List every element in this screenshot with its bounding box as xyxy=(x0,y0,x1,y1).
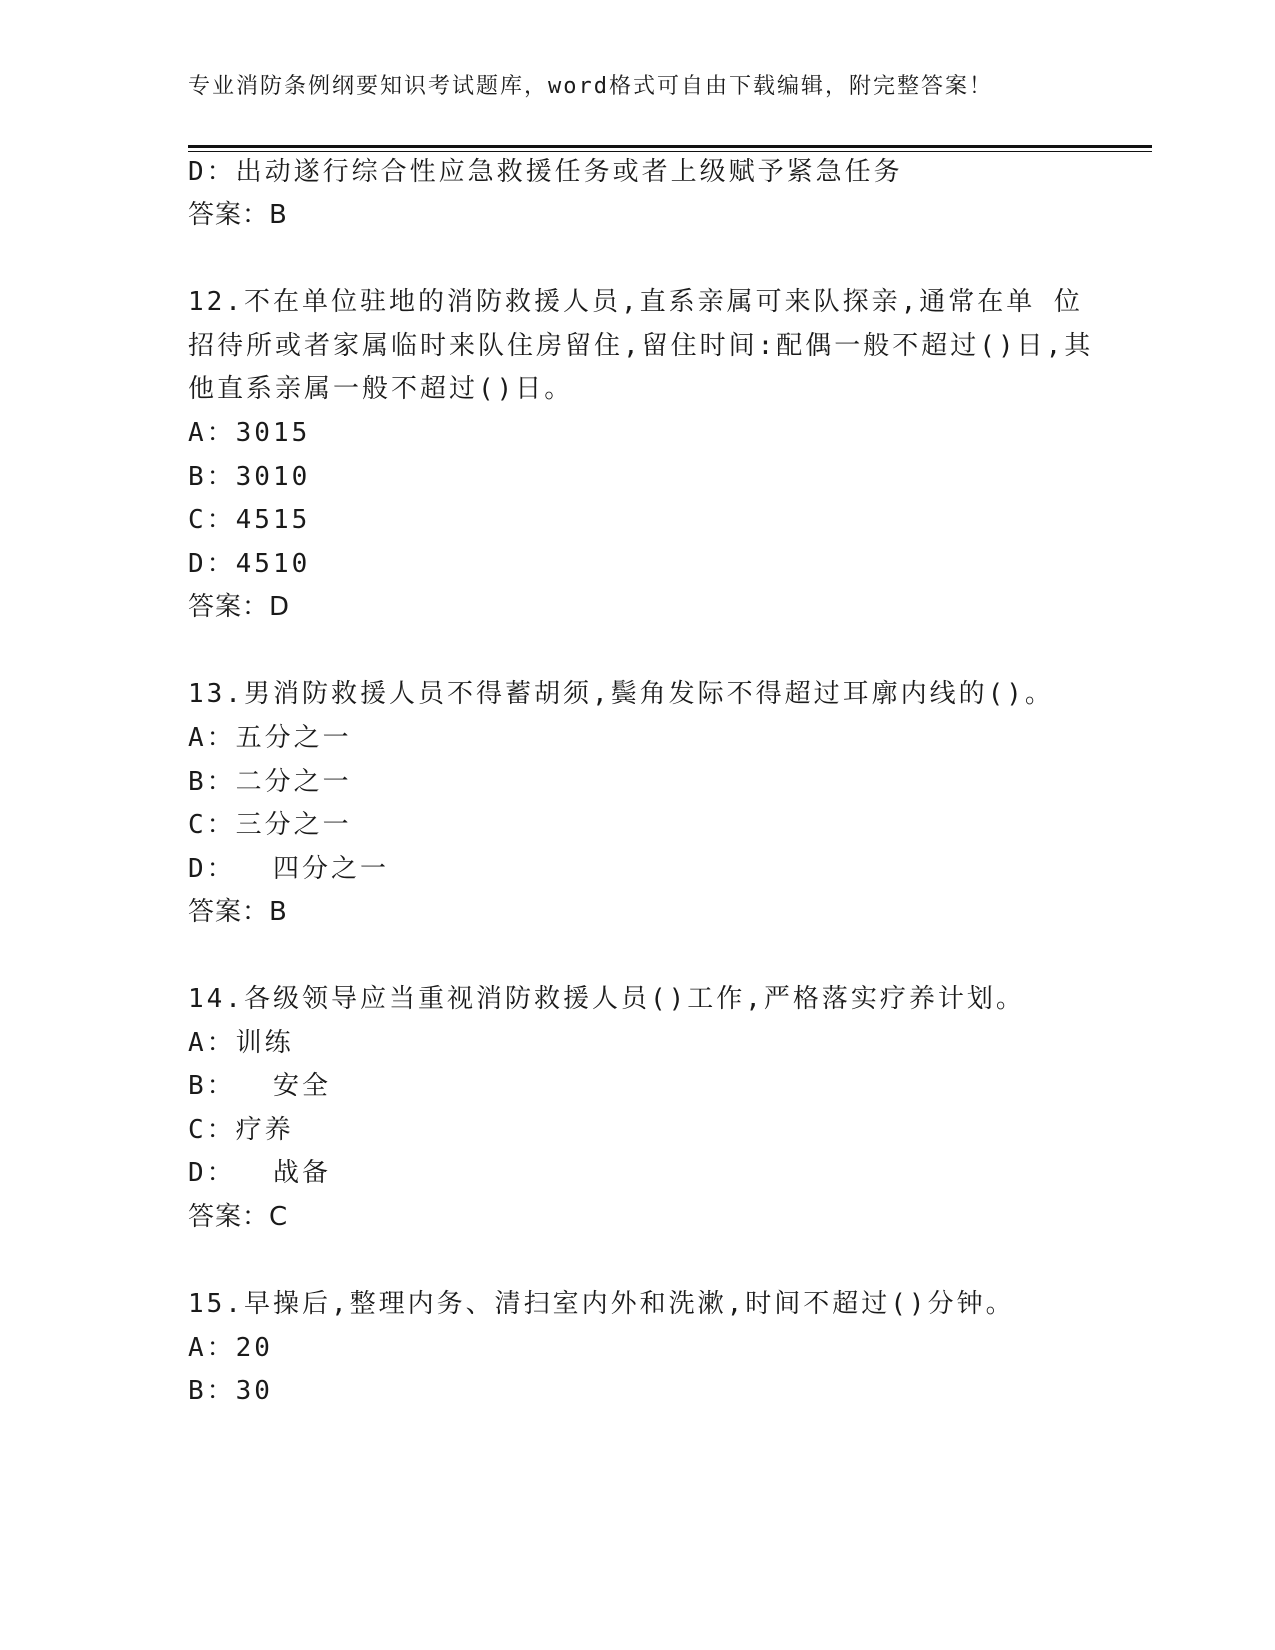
q14-option-c: C：疗养 xyxy=(188,1115,294,1145)
q12-option-c: C：4515 xyxy=(188,505,311,535)
q14-answer: 答案：C xyxy=(188,1202,289,1232)
q14-option-a: A：训练 xyxy=(188,1028,294,1058)
q14-option-b: B： 安全 xyxy=(188,1071,331,1101)
q12-text-line3: 他直系亲属一般不超过()日。 xyxy=(188,374,574,404)
q14-text-line1: 14.各级领导应当重视消防救援人员()工作,严格落实疗养计划。 xyxy=(188,984,1025,1014)
prev-option-d: D：出动遂行综合性应急救援任务或者上级赋予紧急任务 xyxy=(188,157,903,187)
q14-option-d: D： 战备 xyxy=(188,1158,331,1188)
header-divider-thin xyxy=(188,151,1152,152)
q13-option-a: A：五分之一 xyxy=(188,723,352,753)
q13-option-c: C：三分之一 xyxy=(188,810,352,840)
q13-text-line1: 13.男消防救援人员不得蓄胡须,鬓角发际不得超过耳廓内线的()。 xyxy=(188,679,1054,709)
q12-option-a: A：3015 xyxy=(188,418,311,448)
q12-text-line1: 12.不在单位驻地的消防救援人员,直系亲属可来队探亲,通常在单 位 xyxy=(188,287,1083,317)
page-header: 专业消防条例纲要知识考试题库，word格式可自由下载编辑，附完整答案！ xyxy=(188,74,993,99)
q13-option-d: D： 四分之一 xyxy=(188,854,389,884)
prev-answer: 答案：B xyxy=(188,200,288,230)
q12-text-line2: 招待所或者家属临时来队住房留住,留住时间:配偶一般不超过()日,其 xyxy=(188,331,1094,361)
q15-text-line1: 15.早操后,整理内务、清扫室内外和洗漱,时间不超过()分钟。 xyxy=(188,1289,1015,1319)
q15-option-a: A：20 xyxy=(188,1333,273,1363)
q12-option-d: D：4510 xyxy=(188,549,311,579)
q13-answer: 答案：B xyxy=(188,897,288,927)
q12-answer: 答案：D xyxy=(188,592,291,622)
q13-option-b: B：二分之一 xyxy=(188,767,352,797)
header-divider-thick xyxy=(188,145,1152,148)
q15-option-b: B：30 xyxy=(188,1376,273,1406)
q12-option-b: B：3010 xyxy=(188,462,311,492)
